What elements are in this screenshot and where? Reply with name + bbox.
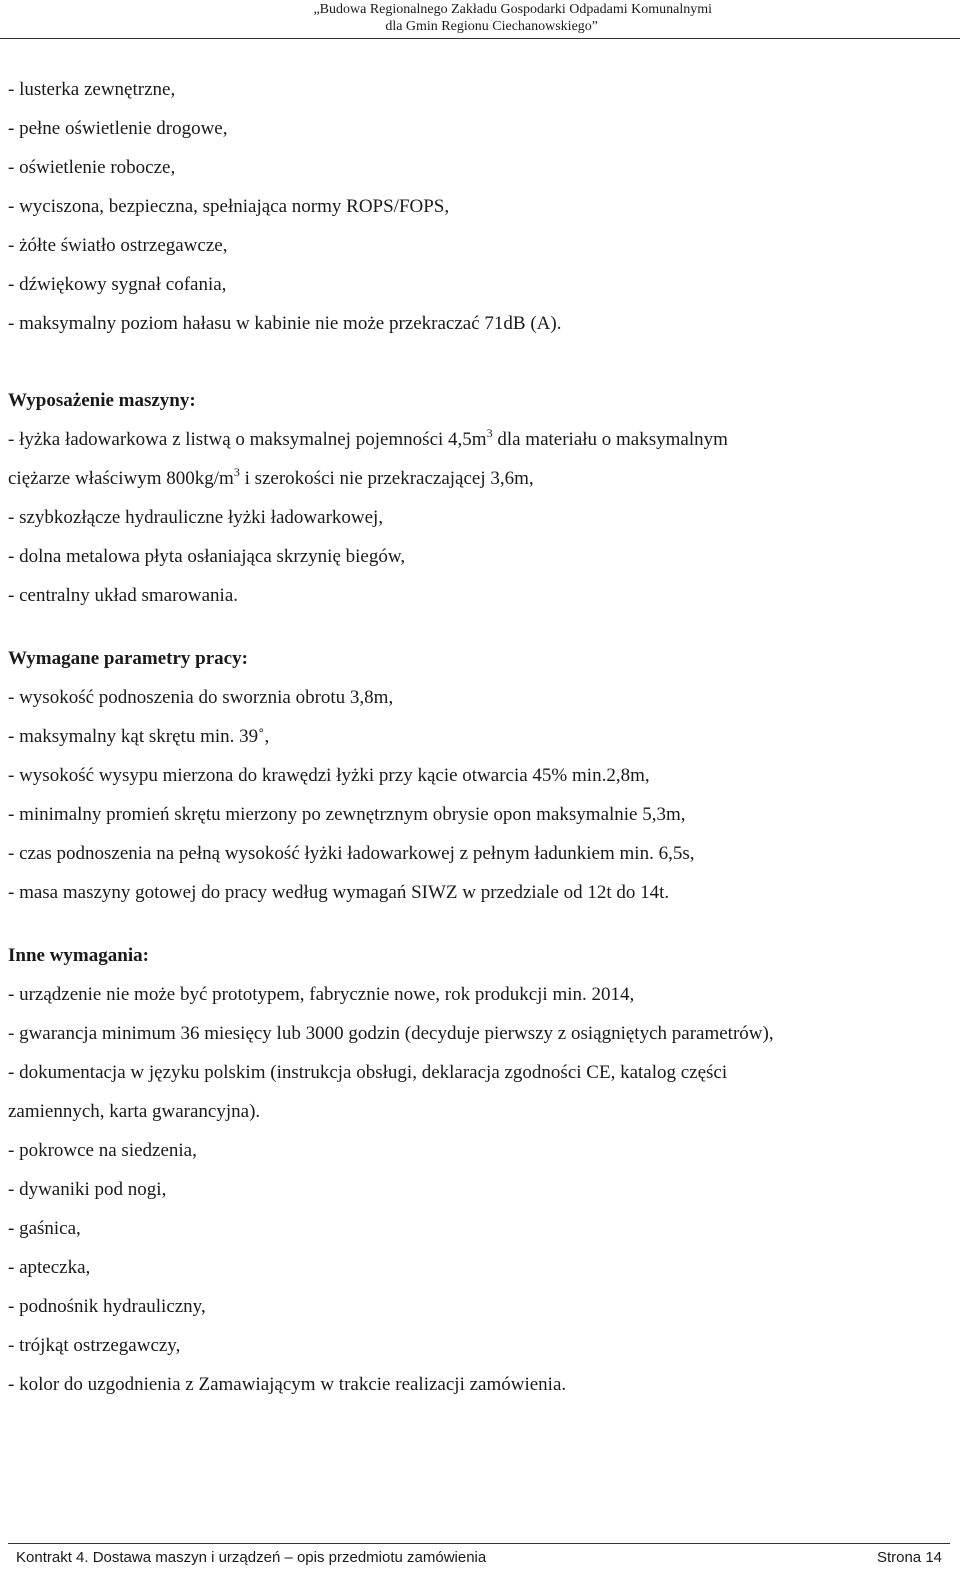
list-item: - maksymalny poziom hałasu w kabinie nie może przekraczać 71dB (A). xyxy=(8,313,562,334)
list-item: - dokumentacja w języku polskim (instrukcja obsługi, deklaracja zgodności CE, katalog części xyxy=(8,1062,728,1083)
list-item: - apteczka, xyxy=(8,1257,91,1278)
list-item: - dolna metalowa płyta osłaniająca skrzynię biegów, xyxy=(8,546,406,567)
page-header xyxy=(0,0,960,39)
text-part: - łyżka ładowarkowa z listwą o maksymalnej pojemności 4,5m xyxy=(8,429,487,450)
list-item: - żółte światło ostrzegawcze, xyxy=(8,235,228,256)
list-item: - centralny układ smarowania. xyxy=(8,585,239,606)
list-item: - oświetlenie robocze, xyxy=(8,157,176,178)
page-number: Strona 14 xyxy=(876,1549,942,1566)
list-item: - masa maszyny gotowej do pracy według wymagań SIWZ w przedziale od 12t do 14t. xyxy=(8,882,670,903)
list-item: - minimalny promień skrętu mierzony po zewnętrznym obrysie opon maksymalnie 5,3m, xyxy=(8,804,686,825)
list-item: - urządzenie nie może być prototypem, fabrycznie nowe, rok produkcji min. 2014, xyxy=(8,984,635,1005)
section-heading: Inne wymagania: xyxy=(8,945,149,966)
list-item: - podnośnik hydrauliczny, xyxy=(8,1296,206,1317)
list-item: - czas podnoszenia na pełną wysokość łyżki ładowarkowej z pełnym ładunkiem min. 6,5s, xyxy=(8,843,695,864)
list-item-continuation xyxy=(8,459,948,498)
list-item: - dźwiękowy sygnał cofania, xyxy=(8,274,227,295)
section-heading: Wyposażenie maszyny: xyxy=(8,390,196,411)
header-title-line1: „Budowa Regionalnego Zakładu Gospodarki Odpadami Komunalnymi xyxy=(313,2,712,17)
list-item: - wyciszona, bezpieczna, spełniająca normy ROPS/FOPS, xyxy=(8,196,450,217)
list-item: - maksymalny kąt skrętu min. 39˚, xyxy=(8,726,270,747)
spacer xyxy=(8,343,948,381)
list-item: - wysokość wysypu mierzona do krawędzi łyżki przy kącie otwarcia 45% min.2,8m, xyxy=(8,765,650,786)
list-item: - pokrowce na siedzenia, xyxy=(8,1140,197,1161)
list-item: - szybkozłącze hydrauliczne łyżki ładowarkowej, xyxy=(8,507,384,528)
superscript: 3 xyxy=(233,465,240,479)
page-footer xyxy=(8,1543,950,1572)
text-part: ciężarze właściwym 800kg/m xyxy=(8,468,234,489)
header-title-line2: dla Gmin Regionu Ciechanowskiego” xyxy=(385,19,598,34)
section-machine-equipment xyxy=(8,381,948,615)
spacer xyxy=(8,912,948,936)
list-item: - trójkąt ostrzegawczy, xyxy=(8,1335,181,1356)
text-part: dla materiału o maksymalnym xyxy=(492,429,728,450)
list-item xyxy=(8,420,948,459)
list-item: - dywaniki pod nogi, xyxy=(8,1179,167,1200)
spacer xyxy=(8,615,948,639)
superscript: 3 xyxy=(486,426,493,440)
list-item: - lusterka zewnętrzne, xyxy=(8,79,176,100)
section-work-parameters xyxy=(8,639,948,912)
list-item: - wysokość podnoszenia do sworznia obrotu 3,8m, xyxy=(8,687,394,708)
section-heading: Wymagane parametry pracy: xyxy=(8,648,248,669)
footer-document-title: Kontrakt 4. Dostawa maszyn i urządzeń – opis przedmiotu zamówienia xyxy=(16,1549,487,1566)
text-part: i szerokości nie przekraczającej 3,6m, xyxy=(239,468,534,489)
list-item: - kolor do uzgodnienia z Zamawiającym w trakcie realizacji zamówienia. xyxy=(8,1374,567,1395)
list-item: - gaśnica, xyxy=(8,1218,81,1239)
list-item: - pełne oświetlenie drogowe, xyxy=(8,118,228,139)
equipment-list xyxy=(8,70,948,343)
list-item: - gwarancja minimum 36 miesięcy lub 3000 godzin (decyduje pierwszy z osiągniętych parametrów), xyxy=(8,1023,774,1044)
list-item-continuation: zamiennych, karta gwarancyjna). xyxy=(8,1101,261,1122)
section-other-requirements xyxy=(8,936,948,1404)
document-body xyxy=(8,70,948,1404)
